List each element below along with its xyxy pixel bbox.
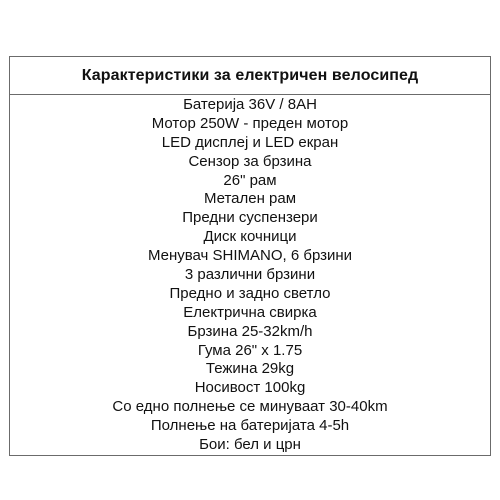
spec-row: Предни суспензери [182, 209, 318, 227]
spec-row: Носивост 100kg [194, 379, 306, 397]
spec-row: Со едно полнење се минуваат 30-40km [112, 398, 388, 416]
spec-row: 3 различни брзини [184, 266, 316, 284]
spec-row: 26" рам [223, 171, 277, 189]
spec-row: Мотор 250W - преден мотор [151, 114, 349, 132]
spec-row: Менувач SHIMANO, 6 брзини [147, 247, 353, 265]
spec-row: Предно и задно светло [169, 284, 331, 302]
spec-row: Тежина 29kg [205, 360, 295, 378]
spec-row: Електрична свирка [183, 303, 317, 321]
table-title: Карактеристики за електричен велосипед [10, 57, 490, 95]
spec-row: Батерија 36V / 8AH [183, 96, 317, 113]
spec-row: Метален рам [203, 190, 297, 208]
spec-row: Бои: бел и црн [199, 436, 301, 454]
spec-table [9, 56, 491, 456]
spec-row: Гума 26" x 1.75 [197, 341, 303, 359]
spec-list [10, 95, 490, 455]
spec-row: Диск кочници [203, 228, 297, 246]
spec-row: Сензор за брзина [188, 152, 312, 170]
spec-row: LED дисплеј и LED екран [161, 133, 339, 151]
spec-row: Брзина 25-32km/h [187, 322, 313, 340]
spec-row: Полнење на батеријата 4-5h [150, 417, 350, 435]
